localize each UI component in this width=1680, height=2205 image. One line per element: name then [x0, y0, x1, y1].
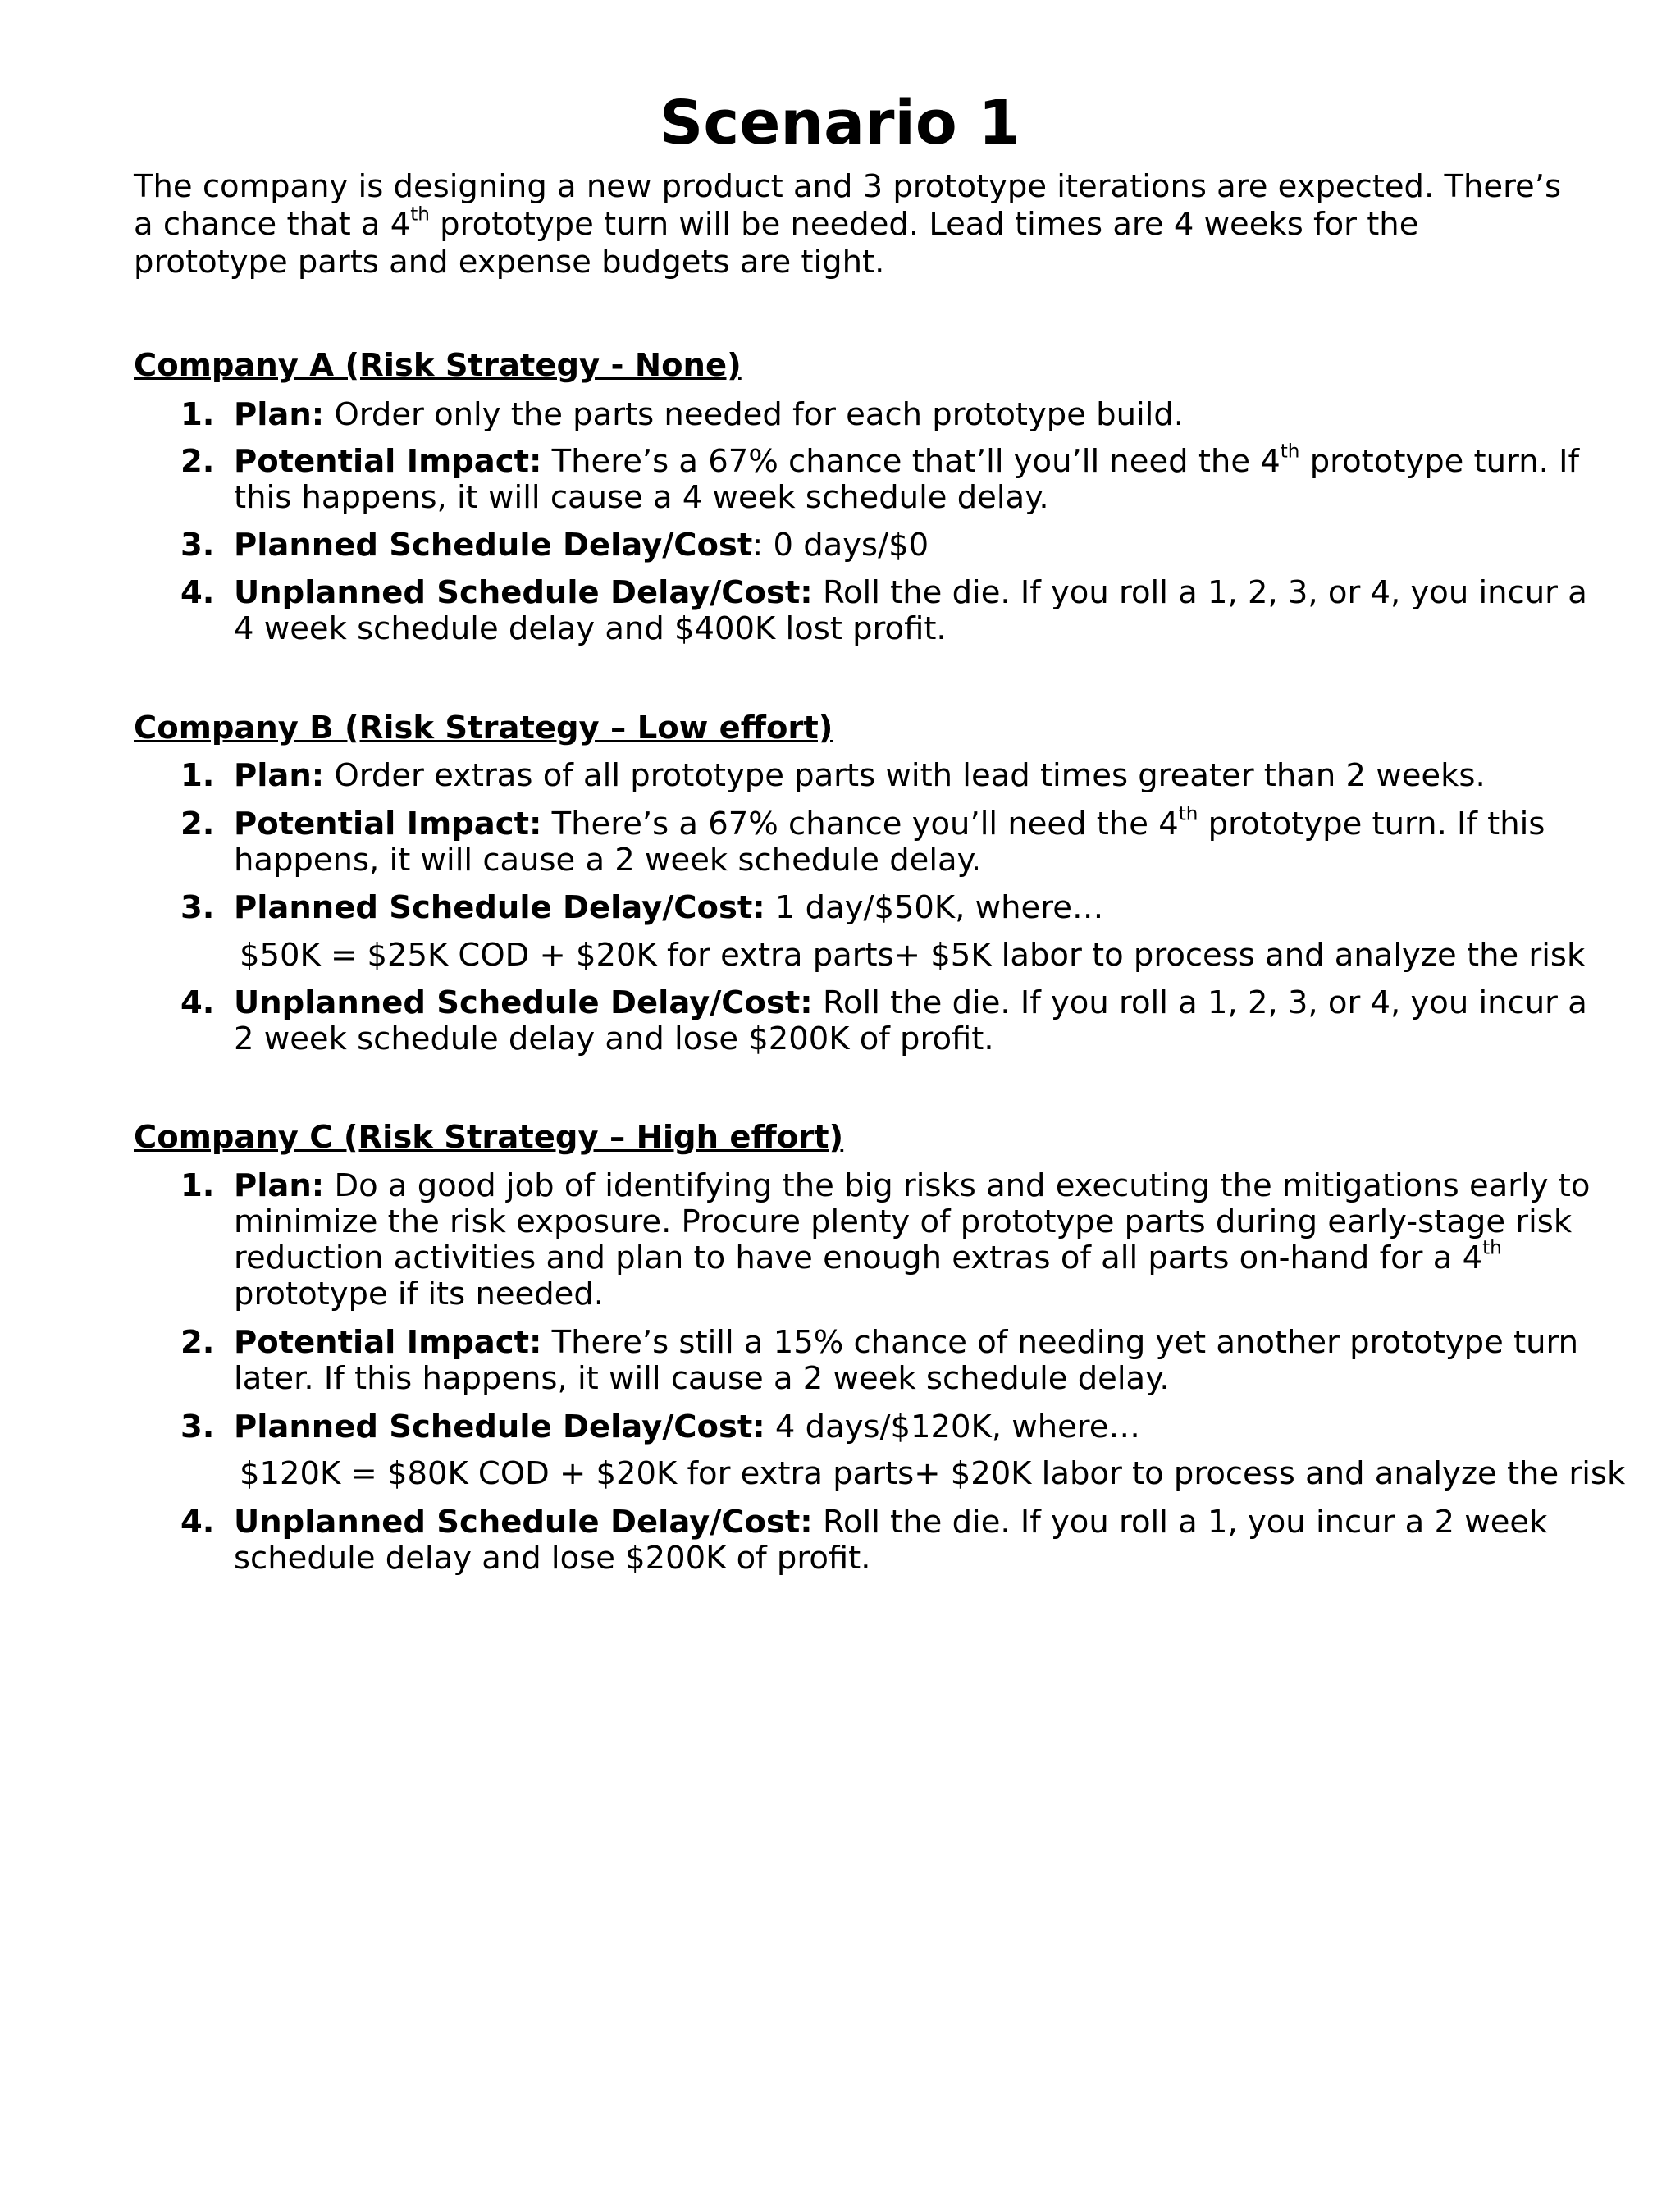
item-label: Planned Schedule Delay/Cost [234, 527, 753, 564]
item-superscript: th [1280, 441, 1300, 463]
item-label: Planned Schedule Delay/Cost: [234, 1408, 765, 1445]
item-label: Potential Impact: [234, 443, 542, 480]
item-number: 4. [180, 574, 215, 611]
item-number: 1. [180, 757, 215, 794]
item-number: 2. [180, 443, 215, 480]
company-a-heading: Company A (Risk Strategy - None) [134, 347, 742, 384]
item-text: : 0 days/$0 [752, 527, 929, 564]
item-text: There’s still a 15% chance of needing yet another prototype turn [541, 1324, 1579, 1361]
item-number: 4. [180, 1504, 215, 1541]
item-text: Order extras of all prototype parts with lead times greater than 2 weeks. [324, 757, 1486, 794]
item-number: 3. [180, 889, 215, 926]
item-text: prototype turn. If [1299, 443, 1579, 480]
item-text: 1 day/$50K, where… [765, 889, 1104, 926]
item-superscript: th [1178, 803, 1198, 825]
intro-line-1: The company is designing a new product and 3 prototype iterations are expected. There’s [134, 168, 1562, 205]
item-label: Plan: [234, 396, 325, 433]
item-label: Potential Impact: [234, 806, 542, 842]
item-number: 3. [180, 527, 215, 564]
item-text: 2 week schedule delay and lose $200K of profit. [234, 1020, 994, 1057]
item-number: 1. [180, 396, 215, 433]
item-text: minimize the risk exposure. Procure plenty of prototype parts during early-stage risk [234, 1203, 1573, 1240]
item-number: 2. [180, 806, 215, 842]
item-label: Plan: [234, 757, 325, 794]
item-text: There’s a 67% chance that’ll you’ll need the 4 [541, 443, 1281, 480]
intro-line-2-a: a chance that a 4 [134, 206, 411, 243]
item-text: this happens, it will cause a 4 week schedule delay. [234, 479, 1049, 516]
company-c-cost-formula: $120K = $80K COD + $20K for extra parts+ $20K labor to process and analyze the risk [240, 1455, 1626, 1492]
item-text: prototype turn. If this [1198, 806, 1545, 842]
item-number: 1. [180, 1167, 215, 1204]
item-text: prototype if its needed. [234, 1276, 605, 1312]
item-superscript: th [1482, 1237, 1502, 1259]
item-text: There’s a 67% chance you’ll need the 4 [541, 806, 1179, 842]
item-label: Unplanned Schedule Delay/Cost: [234, 574, 813, 611]
item-text: schedule delay and lose $200K of profit. [234, 1540, 871, 1577]
item-text: Order only the parts needed for each prototype build. [324, 396, 1185, 433]
intro-paragraph [134, 168, 1610, 281]
item-label: Potential Impact: [234, 1324, 542, 1361]
item-label: Unplanned Schedule Delay/Cost: [234, 1504, 813, 1541]
item-text: reduction activities and plan to have enough extras of all parts on-hand for a 4 [234, 1239, 1483, 1276]
intro-line-2 [134, 203, 1610, 244]
item-text: later. If this happens, it will cause a 2 week schedule delay. [234, 1360, 1170, 1397]
item-number: 2. [180, 1324, 215, 1361]
item-text: 4 days/$120K, where… [765, 1408, 1140, 1445]
intro-superscript: th [410, 203, 430, 226]
page-title: Scenario 1 [660, 88, 1020, 158]
item-text: Roll the die. If you roll a 1, you incur a 2 week [812, 1504, 1548, 1541]
item-text: 4 week schedule delay and $400K lost profit. [234, 610, 947, 647]
item-text: Do a good job of identifying the big risks and executing the mitigations early to [324, 1167, 1591, 1204]
item-number: 4. [180, 984, 215, 1021]
company-c-heading: Company C (Risk Strategy – High effort) [134, 1119, 844, 1156]
item-label: Planned Schedule Delay/Cost: [234, 889, 765, 926]
company-b-cost-formula: $50K = $25K COD + $20K for extra parts+ $5K labor to process and analyze the risk [240, 937, 1586, 974]
intro-line-3: prototype parts and expense budgets are tight. [134, 244, 885, 281]
item-number: 3. [180, 1408, 215, 1445]
company-b-heading: Company B (Risk Strategy – Low effort) [134, 710, 833, 746]
intro-line-2-b: prototype turn will be needed. Lead times are 4 weeks for the [429, 206, 1419, 243]
item-text: Roll the die. If you roll a 1, 2, 3, or 4, you incur a [812, 574, 1587, 611]
item-text: Roll the die. If you roll a 1, 2, 3, or 4, you incur a [812, 984, 1587, 1021]
item-label: Plan: [234, 1167, 325, 1204]
item-text: happens, it will cause a 2 week schedule delay. [234, 842, 982, 879]
item-label: Unplanned Schedule Delay/Cost: [234, 984, 813, 1021]
